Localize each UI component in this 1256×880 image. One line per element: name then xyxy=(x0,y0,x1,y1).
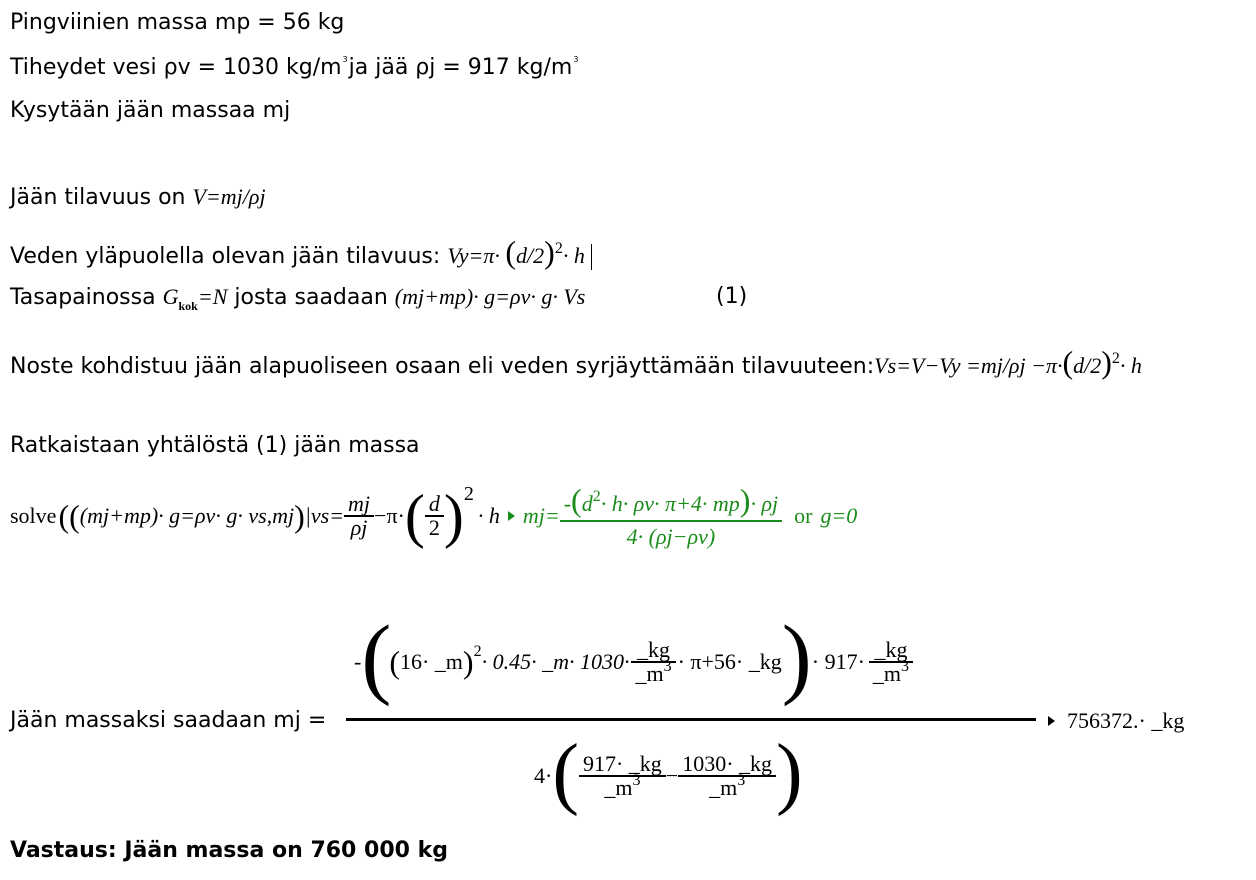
above-water-text: Veden yläpuolella olevan jään tilavuus: xyxy=(10,244,448,269)
evaluate-arrow xyxy=(508,511,515,521)
mj-over-rhoj: $\frac{mj}{\rho j}$ xyxy=(344,493,374,539)
above-water-volume-line[interactable] xyxy=(10,236,592,270)
text-cursor xyxy=(591,244,592,270)
evaluate-arrow xyxy=(1048,716,1055,726)
solve-equation: (mj+mp)· g=ρv· g· vs,mj xyxy=(79,503,295,528)
numeric-numerator: - ( ( 16· _m ) 2 · 0.45· _m· 1030· $\frac{\_kg}{\_m^3}$ · π+56· _kg ) · 917· $\frac{\_kg}{\_m^3}$ xyxy=(354,612,913,712)
g-kok: $G_{kok}=N$ xyxy=(162,284,228,313)
density-ice-text: ja jää ρj = 917 kg/m xyxy=(348,55,573,80)
ice-volume-text: Jään tilavuus on xyxy=(10,185,193,210)
result-mj: mj= xyxy=(522,503,560,528)
equilibrium-text: Tasapainossa xyxy=(10,285,163,310)
vs-expression: $Vs=V-Vy =mj/\rho j -\pi\cdot(d/2)^2\cdot h$ xyxy=(874,344,1142,380)
equilibrium-line xyxy=(10,284,586,313)
buoyancy-line xyxy=(10,346,1142,378)
equilibrium-equation: (mj+mp)· g=ρv· g· Vs xyxy=(394,284,586,309)
main-fraction-bar xyxy=(346,718,1036,721)
g-zero: g=0 xyxy=(820,503,858,528)
final-answer: Vastaus: Jään massa on 760 000 kg xyxy=(10,838,448,863)
vy-expression: $Vy=\pi\cdot (d/2)^2\cdot h$ xyxy=(447,234,585,270)
solve-intro: Ratkaistaan yhtälöstä (1) jään massa xyxy=(10,433,420,458)
given-densities xyxy=(10,57,579,79)
ice-volume-math: V=mj/ρj xyxy=(192,184,266,209)
cubed-superscript: 3 xyxy=(342,55,348,64)
ice-volume-line xyxy=(10,186,266,209)
solve-keyword: solve xyxy=(10,503,57,528)
ice-mass-label: Jään massaksi saadaan mj = xyxy=(10,708,327,733)
density-water-text: Tiheydet vesi ρv = 1030 kg/m xyxy=(10,55,342,80)
numeric-denominator: 4· ( $\frac{917\cdot \_kg}{\_m^3}$ − $\frac{1030\cdot \_kg}{\_m^3}$ ) xyxy=(534,729,803,817)
solve-result-fraction: $\frac{-(d^2\cdot h\cdot \rho v\cdot \pi+4\cdot mp)\cdot \rho j}{4\cdot (\rho j-\rho v)}$ xyxy=(560,484,782,548)
cubed-superscript: 3 xyxy=(573,55,579,64)
from-which-text: josta saadaan xyxy=(227,285,395,310)
solve-expression[interactable]: solve ( ( (mj+mp)· g=ρv· g· vs,mj ) |vs= $\frac{mj}{\rho j}$ −π· ( $\frac{d}{2}$ ) 2 · h mj= $\frac{-(d^2\cdot h\cdot \rho v\cdot \pi+4\cdot mp)\cdot \rho j}{4\cdot (\rho j-\rho v)}$ or g=0 xyxy=(10,482,858,549)
equation-number: (1) xyxy=(716,284,748,309)
d-over-2: $\frac{d}{2}$ xyxy=(425,493,444,539)
buoyancy-text: Noste kohdistuu jään alapuoliseen osaan eli veden syrjäyttämään tilavuuteen: xyxy=(10,354,875,379)
numeric-result: 756372.· _kg xyxy=(1048,710,1184,732)
question-line: Kysytään jään massaa mj xyxy=(10,98,291,123)
given-penguin-mass: Pingviinien massa mp = 56 kg xyxy=(10,10,345,35)
